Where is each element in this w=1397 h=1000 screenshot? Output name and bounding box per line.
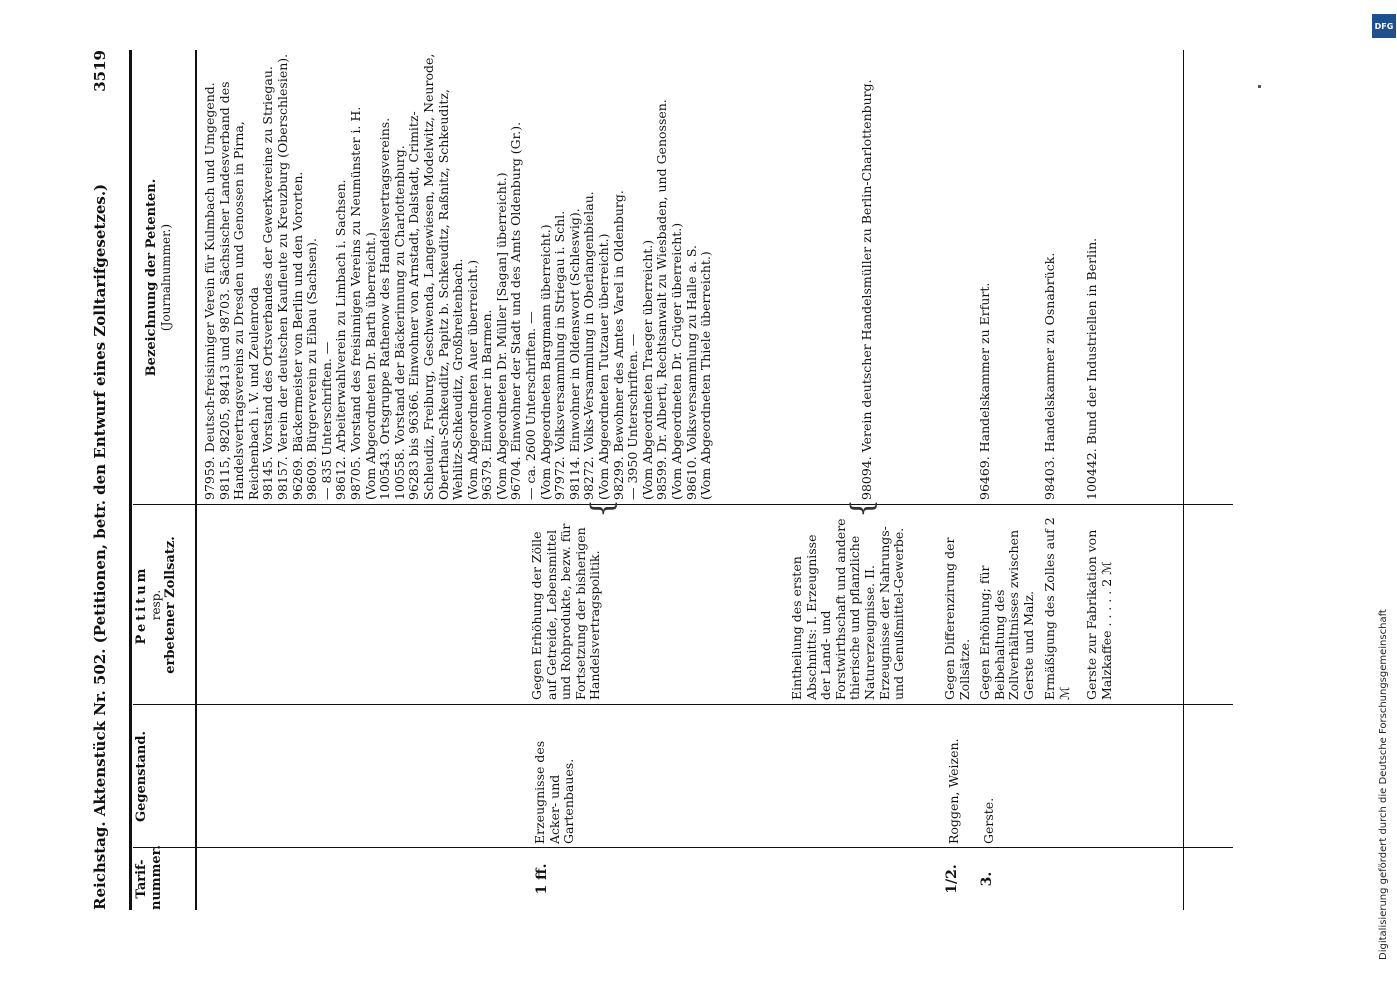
petent-entry: 100558. Vorstand der Bäckerinnung zu Charlottenburg. (391, 145, 407, 500)
bottom-rule (1183, 50, 1184, 910)
petent-entry: — ca. 2600 Unterschriften. — (523, 311, 539, 500)
petent-entry: 98610. Volksversammlung zu Halle a. S. (683, 244, 699, 500)
petenten-list-section1 (203, 52, 714, 500)
petent-entry: (Vom Abgeordneten Auer überreicht.) (464, 259, 480, 500)
col-header-tarif: Tarif-nummer. (134, 845, 164, 910)
col-divider-3 (133, 504, 1233, 505)
col-header-gegenstand: Gegenstand. (134, 731, 149, 822)
petitum-gerste-ermaessigung: Ermäßigung des Zolles auf 2 ℳ (1042, 517, 1072, 700)
petitum-gegen-erhoehung: Gegen Erhöhung der Zölle auf Getreide, Lebensmittel und Rohprodukte, bezw. für Fortsetzung der bisherigen Handelsvertragspolitik. (529, 523, 603, 700)
gegenstand-gerste: Gerste. (981, 797, 996, 844)
petent-entry: (Vom Abgeordneten Traeger überreicht.) (639, 239, 655, 500)
petent-entry: 97972. Volksversammlung in Striegau i. Schl. (552, 210, 568, 500)
petent-98094: 98094. Verein deutscher Handelsmüller zu Berlin-Charlottenburg. (859, 79, 874, 500)
petent-entry: 96704. Einwohner der Stadt und des Amts Oldenburg (Gr.). (508, 121, 524, 500)
gegenstand-acker: Erzeugnisse des Acker- und Gartenbaues. (532, 740, 577, 844)
petent-entry: (Vom Abgeordneten Tutzauer überreicht.) (596, 233, 612, 500)
speck-mark (1258, 85, 1261, 88)
petent-entry: 97959. Deutsch-freisinniger Verein für Kulmbach und Umgegend. (202, 82, 217, 500)
col-divider-2 (133, 704, 1233, 705)
petent-100442: 100442. Bund der Industriellen in Berlin. (1084, 237, 1099, 500)
petent-entry: — 835 Unterschriften. — (318, 341, 334, 500)
page-number: 3519 (91, 50, 109, 92)
petent-entry: 98609. Bürgerverein zu Eibau (Sachsen). (304, 237, 320, 500)
top-rule-thin (131, 50, 132, 910)
brace-section2: { (845, 498, 880, 518)
petent-entry: 96379. Einwohner in Barmen. (479, 309, 495, 500)
petent-entry: (Vom Abgeordneten Dr. Barth überreicht.) (362, 232, 378, 500)
petitum-header-sub1: resp. (148, 589, 163, 621)
petent-entry: 96283 bis 96366. Einwohner von Arnstadt, Dalstadt, Crimitz-Schleudiz, Freiburg, Geschwenda, Langewiesen, Modelwitz, Neurode, Oberthau-Schkeuditz, Papitz b. Schkeuditz, Raßnitz, Schkeuditz, Wehlitz-Schkeuditz, Großbreitenbach. (406, 53, 466, 500)
petenten-header-sub: (Journalnummer.) (158, 223, 173, 332)
tarif-1ff: 1 ff. (534, 863, 550, 895)
petent-entry: 96269. Bäckermeister von Berlin und den Vororten. (289, 171, 305, 500)
col-divider-1 (133, 847, 1233, 848)
rotated-sheet (85, 50, 1285, 910)
petitum-header-sub2: erbetener Zollsatz. (162, 536, 178, 674)
petent-entry: 98145. Vorstand des Ortsverbandes der Gewerkvereine zu Striegau. (260, 66, 276, 500)
petent-entry: 100543. Ortsgruppe Rathenow des Handelsvertragsvereins. (377, 117, 393, 500)
col-header-petitum (135, 505, 179, 705)
petent-entry: 98114. Einwohner in Oldenswort (Schleswig). (566, 208, 582, 500)
col-header-petenten (135, 50, 174, 505)
running-header (85, 50, 125, 910)
petent-entry: 98272. Volks-Versammlung in Oberlangenbielau. (581, 191, 597, 500)
petent-entry: (Vom Abgeordneten Dr. Müller [Sagan] überreicht.) (493, 172, 509, 500)
petent-entry: 98115, 98205, 98413 und 98703. Sächsischer Landesverband des Handelsvertragsvereins zu Dresden und Genossen in Pirna, Reichenbach i. V. und Zeulenroda (216, 81, 261, 500)
petent-entry: — 3950 Unterschriften. — (625, 333, 641, 500)
gegenstand-roggen: Roggen, Weizen. (946, 738, 961, 844)
brace-section1: { (585, 498, 620, 518)
header-title: Reichstag. Aktenstück Nr. 502. (Petitionen, betr. den Entwurf eines Zolltarifgesetzes.) (91, 183, 109, 910)
petitum-gerste-beibehaltung: Gegen Erhöhung; für Beibehaltung des Zollverhältnisses zwischen Gerste und Malz. (977, 529, 1036, 700)
petitum-eintheilung: Eintheilung des ersten Abschnitts: I. Erzeugnisse der Land- und Forstwirthschaft und andere thierische und pflanzliche Naturerzeugnisse. II. Erzeugnisse der Nahrungs- und Genußmittel-Gewerbe. (789, 518, 907, 700)
petitum-gerste-malzkaffee: Gerste zur Fabrikation von Malzkaffee . . . . . 2 ℳ (1084, 529, 1114, 700)
petenten-header-main: Bezeichnung der Petenten. (144, 178, 159, 377)
header-rule (195, 50, 197, 910)
petent-entry: (Vom Abgeordneten Thiele überreicht.) (698, 251, 714, 500)
tarif-3: 3. (979, 871, 995, 887)
dfg-logo: DFG (1372, 14, 1396, 38)
petent-entry: (Vom Abgeordneten Bargmann überreicht.) (537, 224, 553, 500)
petent-entry: 98299. Bewohner des Amtes Varel in Oldenburg. (610, 190, 626, 500)
petent-entry: 98705. Vorstand des freisinnigen Vereins zu Neumünster i. H. (347, 106, 363, 500)
petent-entry: 98612. Arbeiterwahlverein zu Limbach i. Sachsen. (333, 179, 349, 500)
petent-entry: 98599. Dr. Alberti, Rechtsanwalt zu Wiesbaden, und Genossen. (654, 99, 670, 500)
petent-entry: (Vom Abgeordneten Dr. Crüger überreicht.) (669, 222, 684, 500)
dfg-credit: Digitalisierung gefördert durch die Deutsche Forschungsgemeinschaft (1378, 609, 1389, 960)
petent-entry: 98157. Verein der deutschen Kaufleute zu Kreuzburg (Oberschlesien). (274, 53, 290, 500)
tarif-1-2: 1/2. (944, 864, 960, 894)
petent-98403: 98403. Handelskammer zu Osnabrück. (1042, 252, 1057, 500)
petitum-differenzirung: Gegen Differenzirung der Zollsätze. (942, 537, 972, 700)
petent-96469: 96469. Handelskammer zu Erfurt. (977, 282, 992, 500)
petitum-header-main: Petitum (134, 565, 149, 645)
